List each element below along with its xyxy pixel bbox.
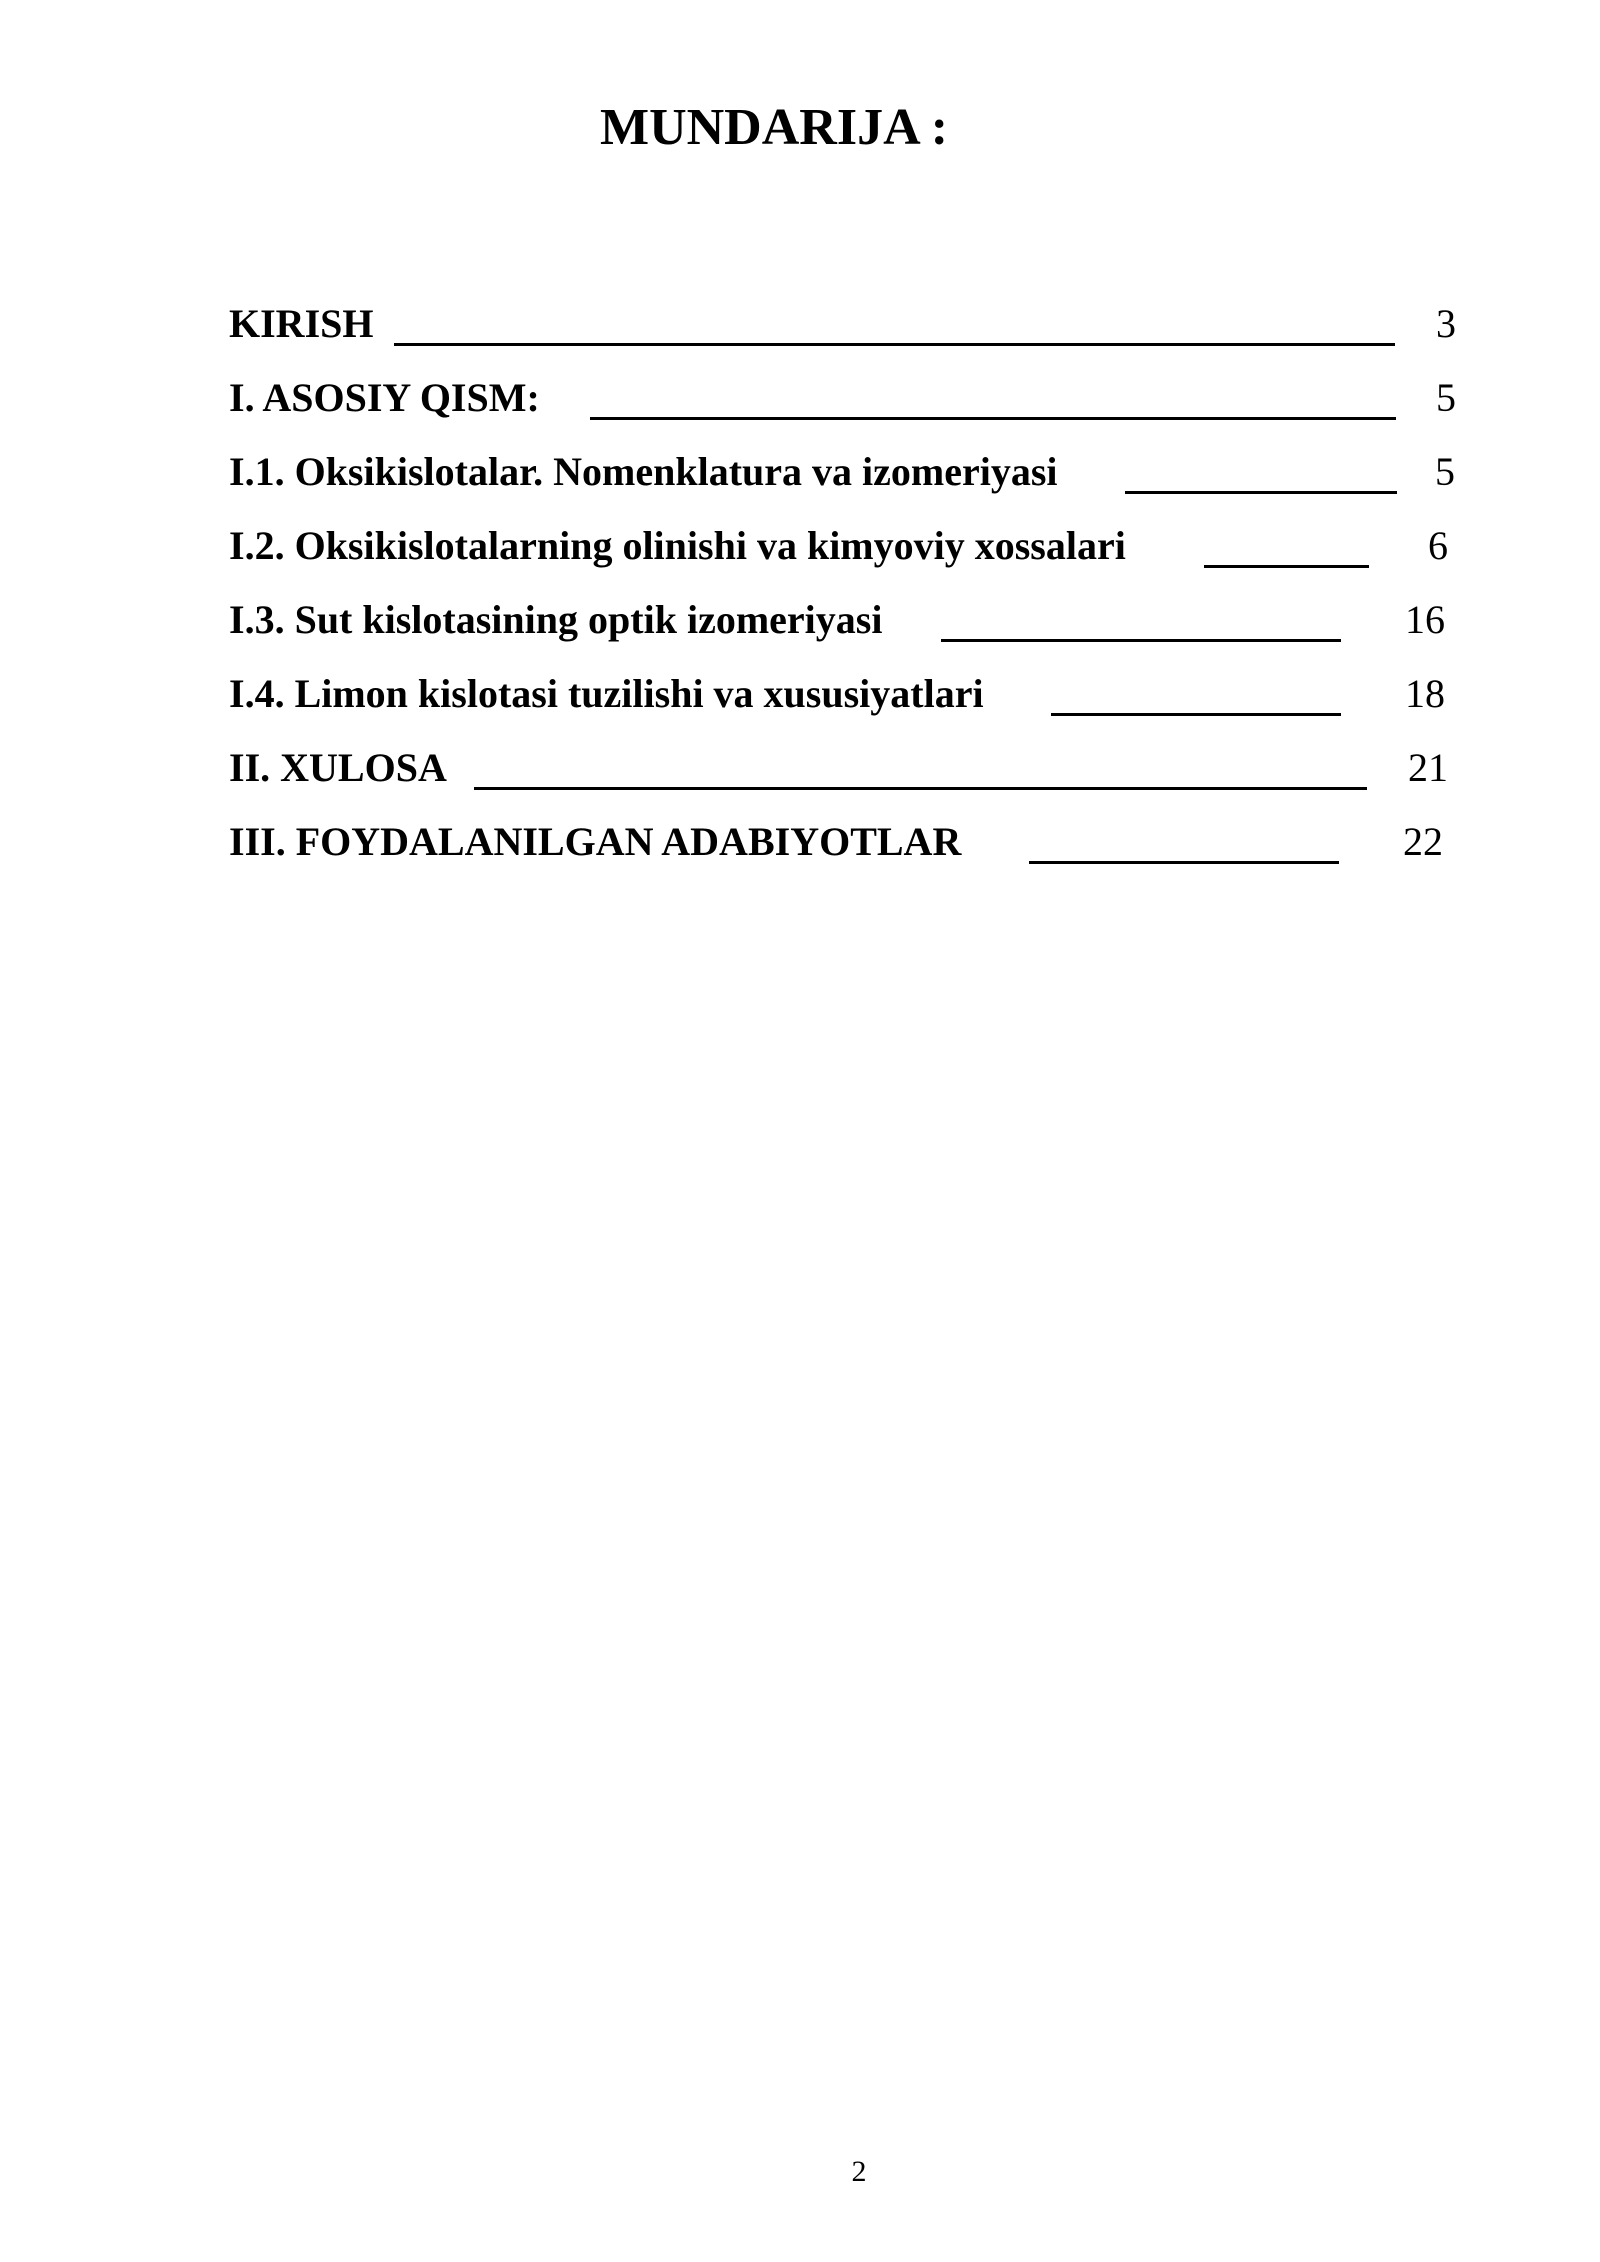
toc-leader-line xyxy=(1029,861,1339,864)
toc-leader-line xyxy=(941,639,1341,642)
toc-leader-line xyxy=(474,787,1367,790)
toc-entry-section-1-4[interactable] xyxy=(229,665,1469,739)
toc-leader-line xyxy=(1125,491,1397,494)
toc-entry-section-1-3[interactable] xyxy=(229,591,1469,665)
toc-leader-line xyxy=(1051,713,1341,716)
toc-leader-line xyxy=(1204,565,1369,568)
toc-entry-section-1-2[interactable] xyxy=(229,517,1469,591)
toc-entry-label: III. FOYDALANILGAN ADABIYOTLAR xyxy=(229,819,962,864)
document-title: MUNDARIJA : xyxy=(600,99,949,156)
toc-entry-page: 3 xyxy=(1436,301,1456,346)
toc-leader-line xyxy=(590,417,1396,420)
toc-entry-page: 16 xyxy=(1405,597,1445,642)
toc-entry-label: I.2. Oksikislotalarning olinishi va kimyoviy xossalari xyxy=(229,523,1126,568)
toc-entry-page: 22 xyxy=(1403,819,1443,864)
toc-entry-kirish[interactable] xyxy=(229,295,1469,369)
toc-entry-page: 18 xyxy=(1405,671,1445,716)
toc-entry-label: I. ASOSIY QISM: xyxy=(229,375,540,420)
table-of-contents xyxy=(229,295,1469,887)
toc-entry-label: II. XULOSA xyxy=(229,745,447,790)
toc-entry-page: 5 xyxy=(1436,375,1456,420)
toc-entry-label: I.1. Oksikislotalar. Nomenklatura va izomeriyasi xyxy=(229,449,1058,494)
toc-leader-line xyxy=(394,343,1395,346)
page-number: 2 xyxy=(851,2155,867,2188)
toc-entry-page: 6 xyxy=(1428,523,1448,568)
toc-entry-label: I.3. Sut kislotasining optik izomeriyasi xyxy=(229,597,883,642)
toc-entry-adabiyotlar[interactable] xyxy=(229,813,1469,887)
toc-entry-xulosa[interactable] xyxy=(229,739,1469,813)
toc-entry-asosiy-qism[interactable] xyxy=(229,369,1469,443)
toc-entry-page: 21 xyxy=(1408,745,1448,790)
toc-entry-label: I.4. Limon kislotasi tuzilishi va xususiyatlari xyxy=(229,671,984,716)
toc-entry-label: KIRISH xyxy=(229,301,374,346)
toc-entry-page: 5 xyxy=(1435,449,1455,494)
toc-entry-section-1-1[interactable] xyxy=(229,443,1469,517)
